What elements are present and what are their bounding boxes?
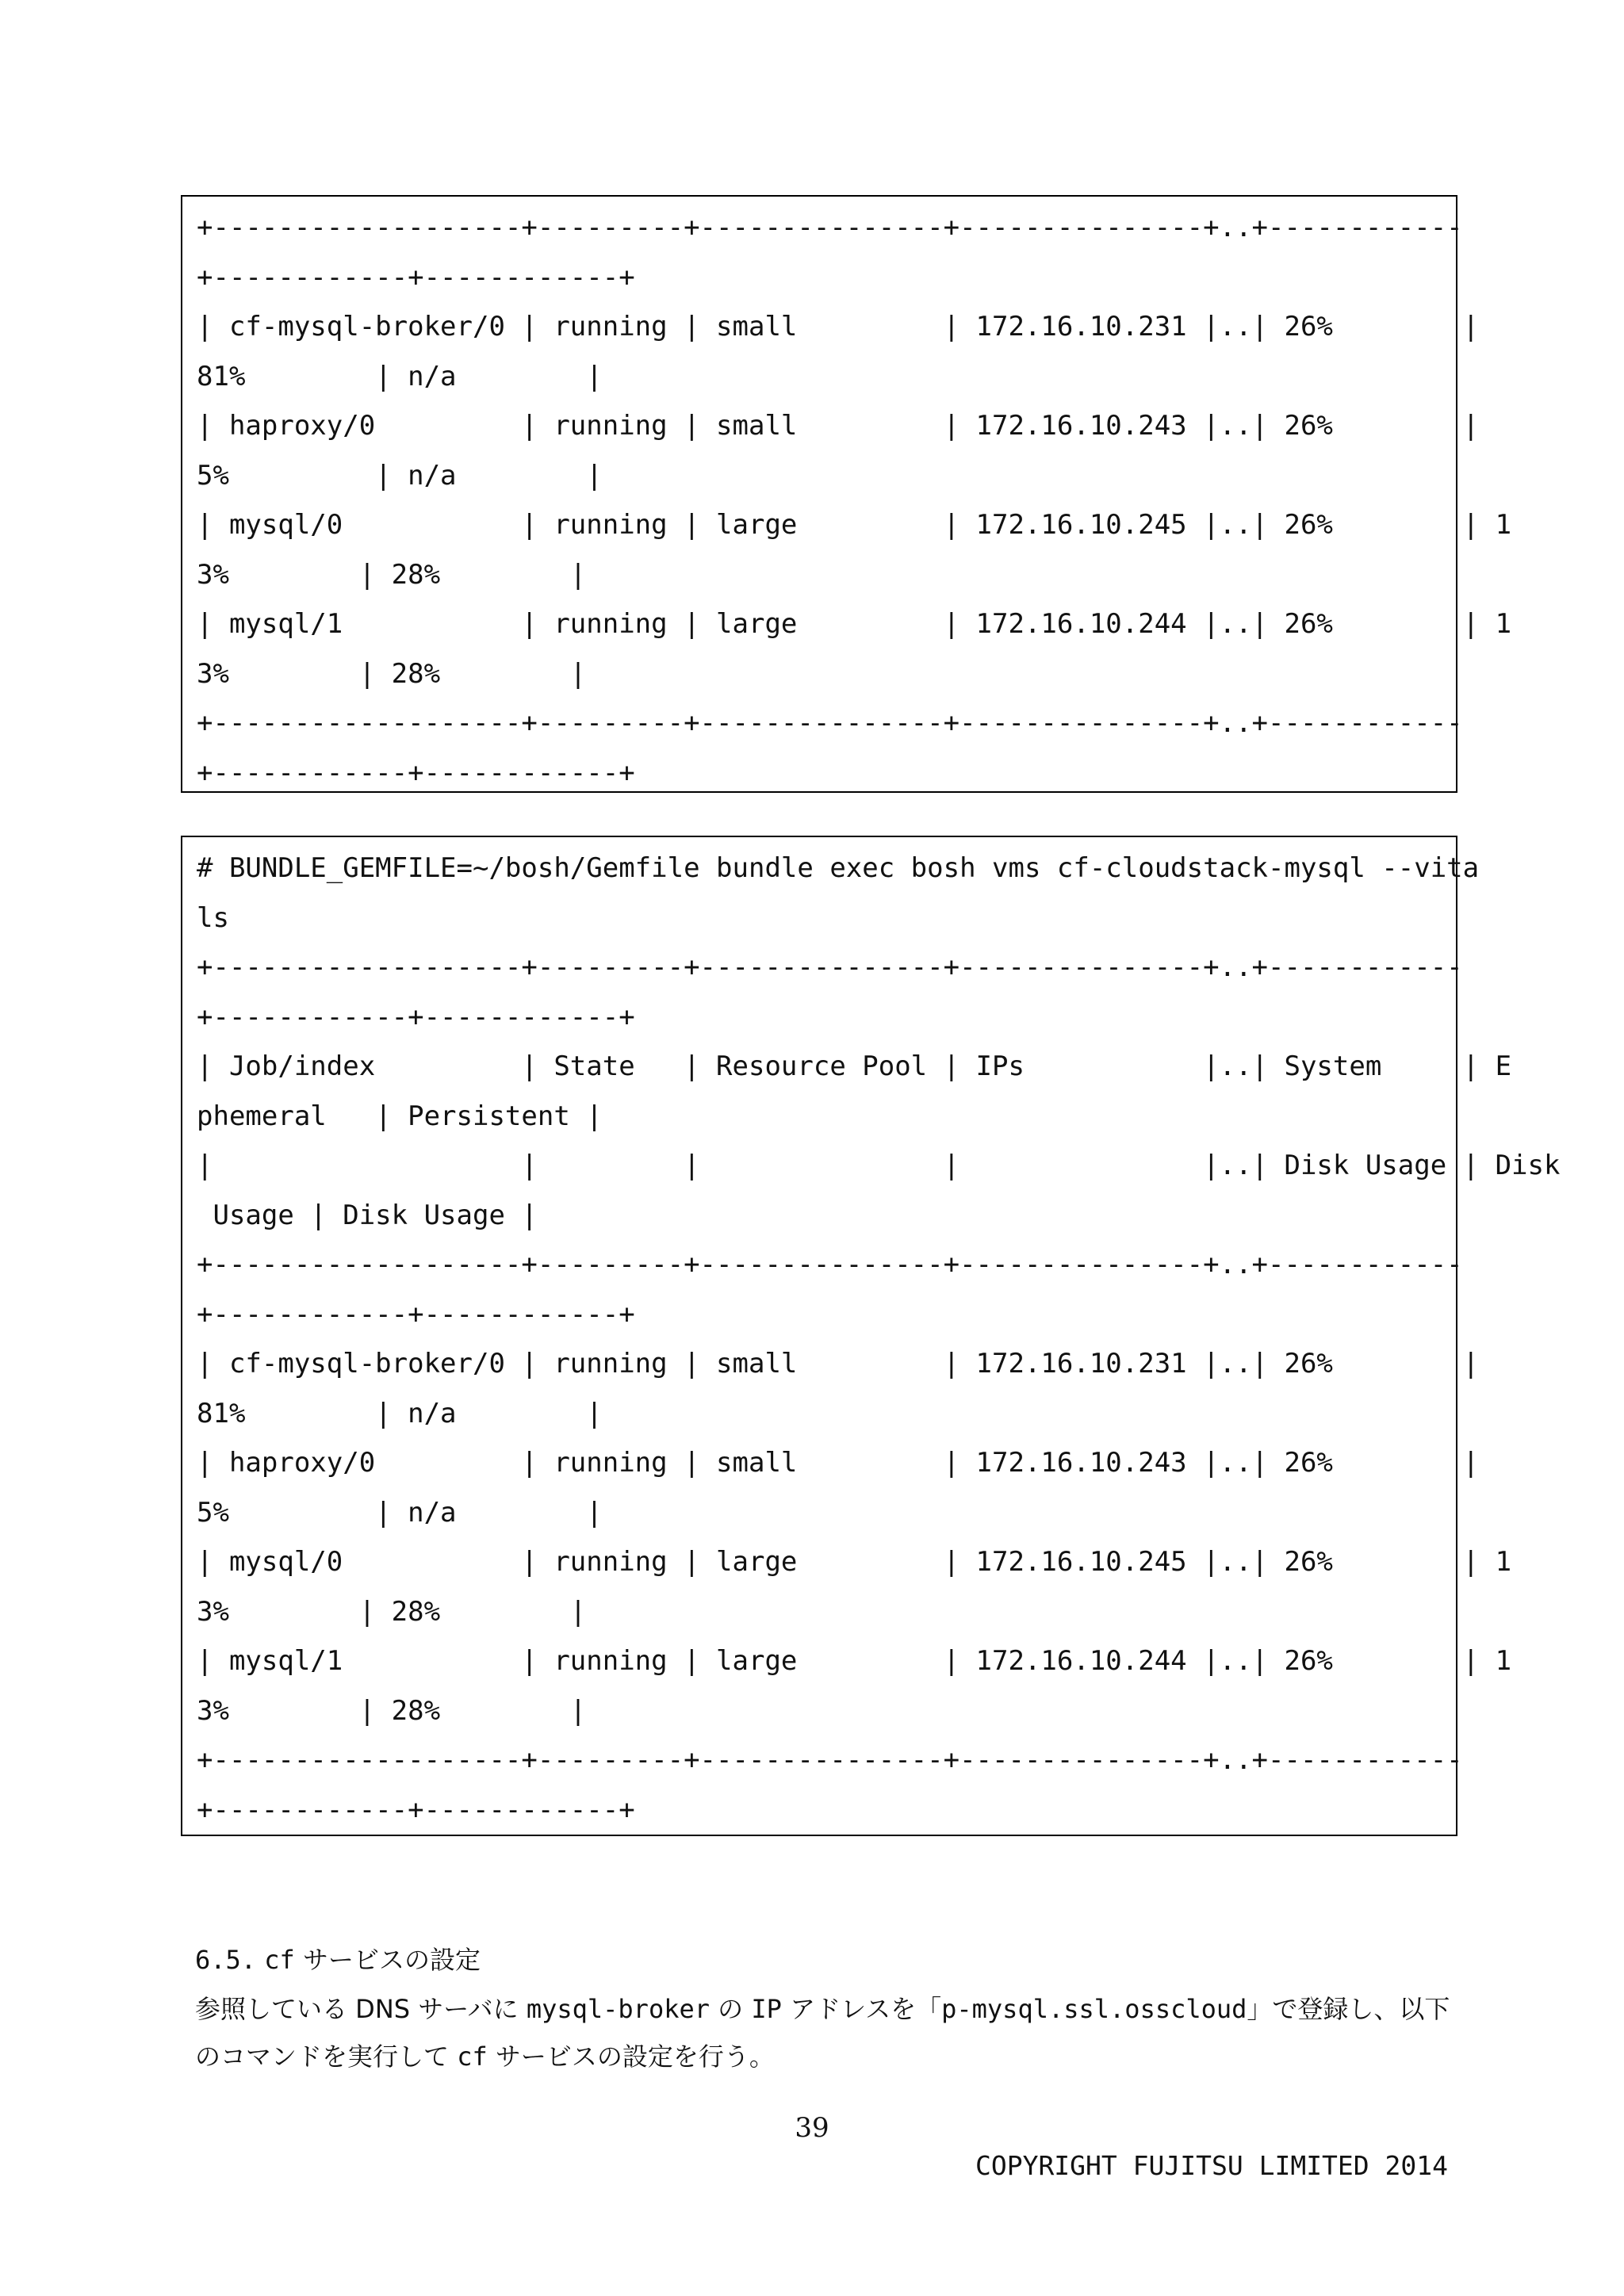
paragraph-text: 」で登録し、以下 [1247,1994,1450,2024]
code-line: | mysql/1 | running | large | 172.16.10.244 |..| 26% | 1 [197,608,1512,640]
section-number: 6.5. [195,1945,257,1975]
code-block-vms-vitals-command [181,836,1561,1836]
code-line: 5% | n/a | [197,1496,603,1529]
code-line: | haproxy/0 | running | small | 172.16.10.243 |..| 26% | [197,410,1480,442]
code-line: # BUNDLE_GEMFILE=~/bosh/Gemfile bundle exec bosh vms cf-cloudstack-mysql --vita [197,852,1480,884]
code-line: | cf-mysql-broker/0 | running | small | 172.16.10.231 |..| 26% | [197,311,1480,342]
code-line: 3% | 28% | [197,1694,587,1727]
code-line: +-------------------+---------+---------------+---------------+..+------------ [197,951,1463,983]
code-line: 3% | 28% | [197,657,587,690]
code-line: 81% | n/a | [197,1397,603,1429]
code-line: | mysql/1 | running | large | 172.16.10.244 |..| 26% | 1 [197,1645,1512,1677]
code-line: phemeral | Persistent | [197,1100,603,1132]
code-line: +-------------------+---------+---------------+---------------+..+------------ [197,212,1463,243]
code-line: | cf-mysql-broker/0 | running | small | 172.16.10.231 |..| 26% | [197,1348,1480,1380]
code-line: +-------------------+---------+---------------+---------------+..+------------ [197,707,1463,739]
paragraph-text: のコマンドを実行して [195,2042,458,2072]
code-line: 81% | n/a | [197,360,603,392]
page-number: 39 [795,2112,829,2144]
code-block-vms-output [181,195,1512,793]
code-line: | Job/index | State | Resource Pool | IPs |..| System | E [197,1050,1512,1082]
section-title: サービスの設定 [302,1945,481,1975]
code-line: | | | | |..| Disk Usage | Disk [197,1150,1561,1181]
code-line: +------------+------------+ [197,1001,635,1033]
copyright-notice: COPYRIGHT FUJITSU LIMITED 2014 [975,2150,1448,2181]
paragraph-text: の [710,1994,752,2024]
code-line: | mysql/0 | running | large | 172.16.10.245 |..| 26% | 1 [197,1546,1512,1578]
paragraph-code-ip: IP [751,1994,782,2024]
paragraph-text: サービスの設定を行う。 [487,2042,775,2072]
code-line: | haproxy/0 | running | small | 172.16.10.243 |..| 26% | [197,1447,1480,1479]
paragraph-code-cf: cf [457,2042,488,2072]
paragraph-text: 参照している DNS サーバに [195,1994,527,2024]
code-line: +-------------------+---------+---------------+---------------+..+------------ [197,1249,1463,1280]
code-line: +-------------------+---------+---------------+---------------+..+------------ [197,1744,1463,1776]
code-line: +------------+------------+ [197,756,635,789]
paragraph-text: アドレスを「 [781,1994,942,2024]
section-title-cf: cf [264,1945,295,1975]
paragraph-code-mysql-broker: mysql-broker [526,1994,710,2024]
code-line: 3% | 28% | [197,558,587,591]
section-heading [195,1944,481,1976]
code-line: ls [197,901,229,934]
code-line: Usage | Disk Usage | [197,1199,538,1231]
code-line: 3% | 28% | [197,1595,587,1628]
code-line: 5% | n/a | [197,459,603,492]
paragraph-line-2 [195,2041,775,2072]
paragraph-code-hostname: p-mysql.ssl.osscloud [941,1994,1247,2024]
code-line: | mysql/0 | running | large | 172.16.10.245 |..| 26% | 1 [197,509,1512,541]
code-line: +------------+------------+ [197,261,635,293]
code-line: +------------+------------+ [197,1793,635,1826]
code-line: +------------+------------+ [197,1298,635,1330]
paragraph-line-1 [195,1993,1450,2025]
